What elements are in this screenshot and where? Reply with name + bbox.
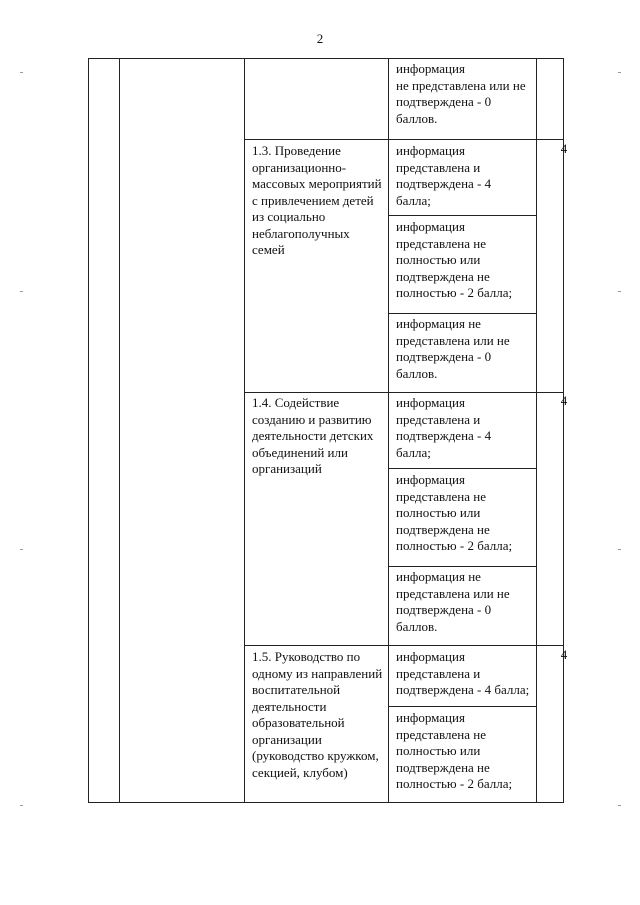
row-divider — [244, 139, 564, 140]
level-divider — [388, 215, 536, 216]
level-text: информация представлена не полностью или подтверждена не полностью - 2 балла; — [396, 710, 513, 791]
criterion-text: 1.5. Руководство по одному из направлений воспитательной деятельности образовательной организации (руководство кружком, секцией, клубом) — [252, 649, 383, 780]
level-text: информация представлена и подтверждена - 4 балла; — [396, 143, 492, 208]
level-text: информация не представлена или не подтверждена - 0 баллов. — [396, 569, 510, 634]
criterion-text: 1.4. Содействие созданию и развитию деятельности детских объединений или организаций — [252, 395, 374, 476]
continued-level-text: информация не представлена или не подтверждена - 0 баллов. — [396, 61, 526, 126]
scan-mark — [618, 805, 621, 806]
level-text: информация представлена и подтверждена - 4 балла; — [396, 395, 492, 460]
max-score: 4 — [560, 393, 568, 408]
max-score: 4 — [560, 647, 568, 662]
scan-mark — [618, 291, 621, 292]
scan-mark — [20, 805, 23, 806]
column-divider — [388, 58, 389, 803]
column-divider — [536, 58, 537, 803]
level-text: информация представлена не полностью или подтверждена не полностью - 2 балла; — [396, 219, 513, 300]
scan-mark — [20, 291, 23, 292]
level-divider — [388, 566, 536, 567]
level-divider — [388, 313, 536, 314]
criterion-text: 1.3. Проведение организационно- массовых мероприятий с привлечением детей из социально неблагополучных семей — [252, 143, 382, 257]
page-number: 2 — [316, 31, 324, 46]
column-divider — [244, 58, 245, 803]
level-text: информация представлена и подтверждена - 4 балла; — [396, 649, 530, 697]
scan-mark — [618, 549, 621, 550]
row-divider — [244, 645, 564, 646]
level-text: информация не представлена или не подтверждена - 0 баллов. — [396, 316, 510, 381]
max-score: 4 — [560, 141, 568, 156]
row-divider — [244, 392, 564, 393]
column-divider — [119, 58, 120, 803]
level-divider — [388, 468, 536, 469]
scan-mark — [618, 72, 621, 73]
level-text: информация представлена не полностью или подтверждена не полностью - 2 балла; — [396, 472, 513, 553]
scan-mark — [20, 549, 23, 550]
scan-mark — [20, 72, 23, 73]
level-divider — [388, 706, 536, 707]
